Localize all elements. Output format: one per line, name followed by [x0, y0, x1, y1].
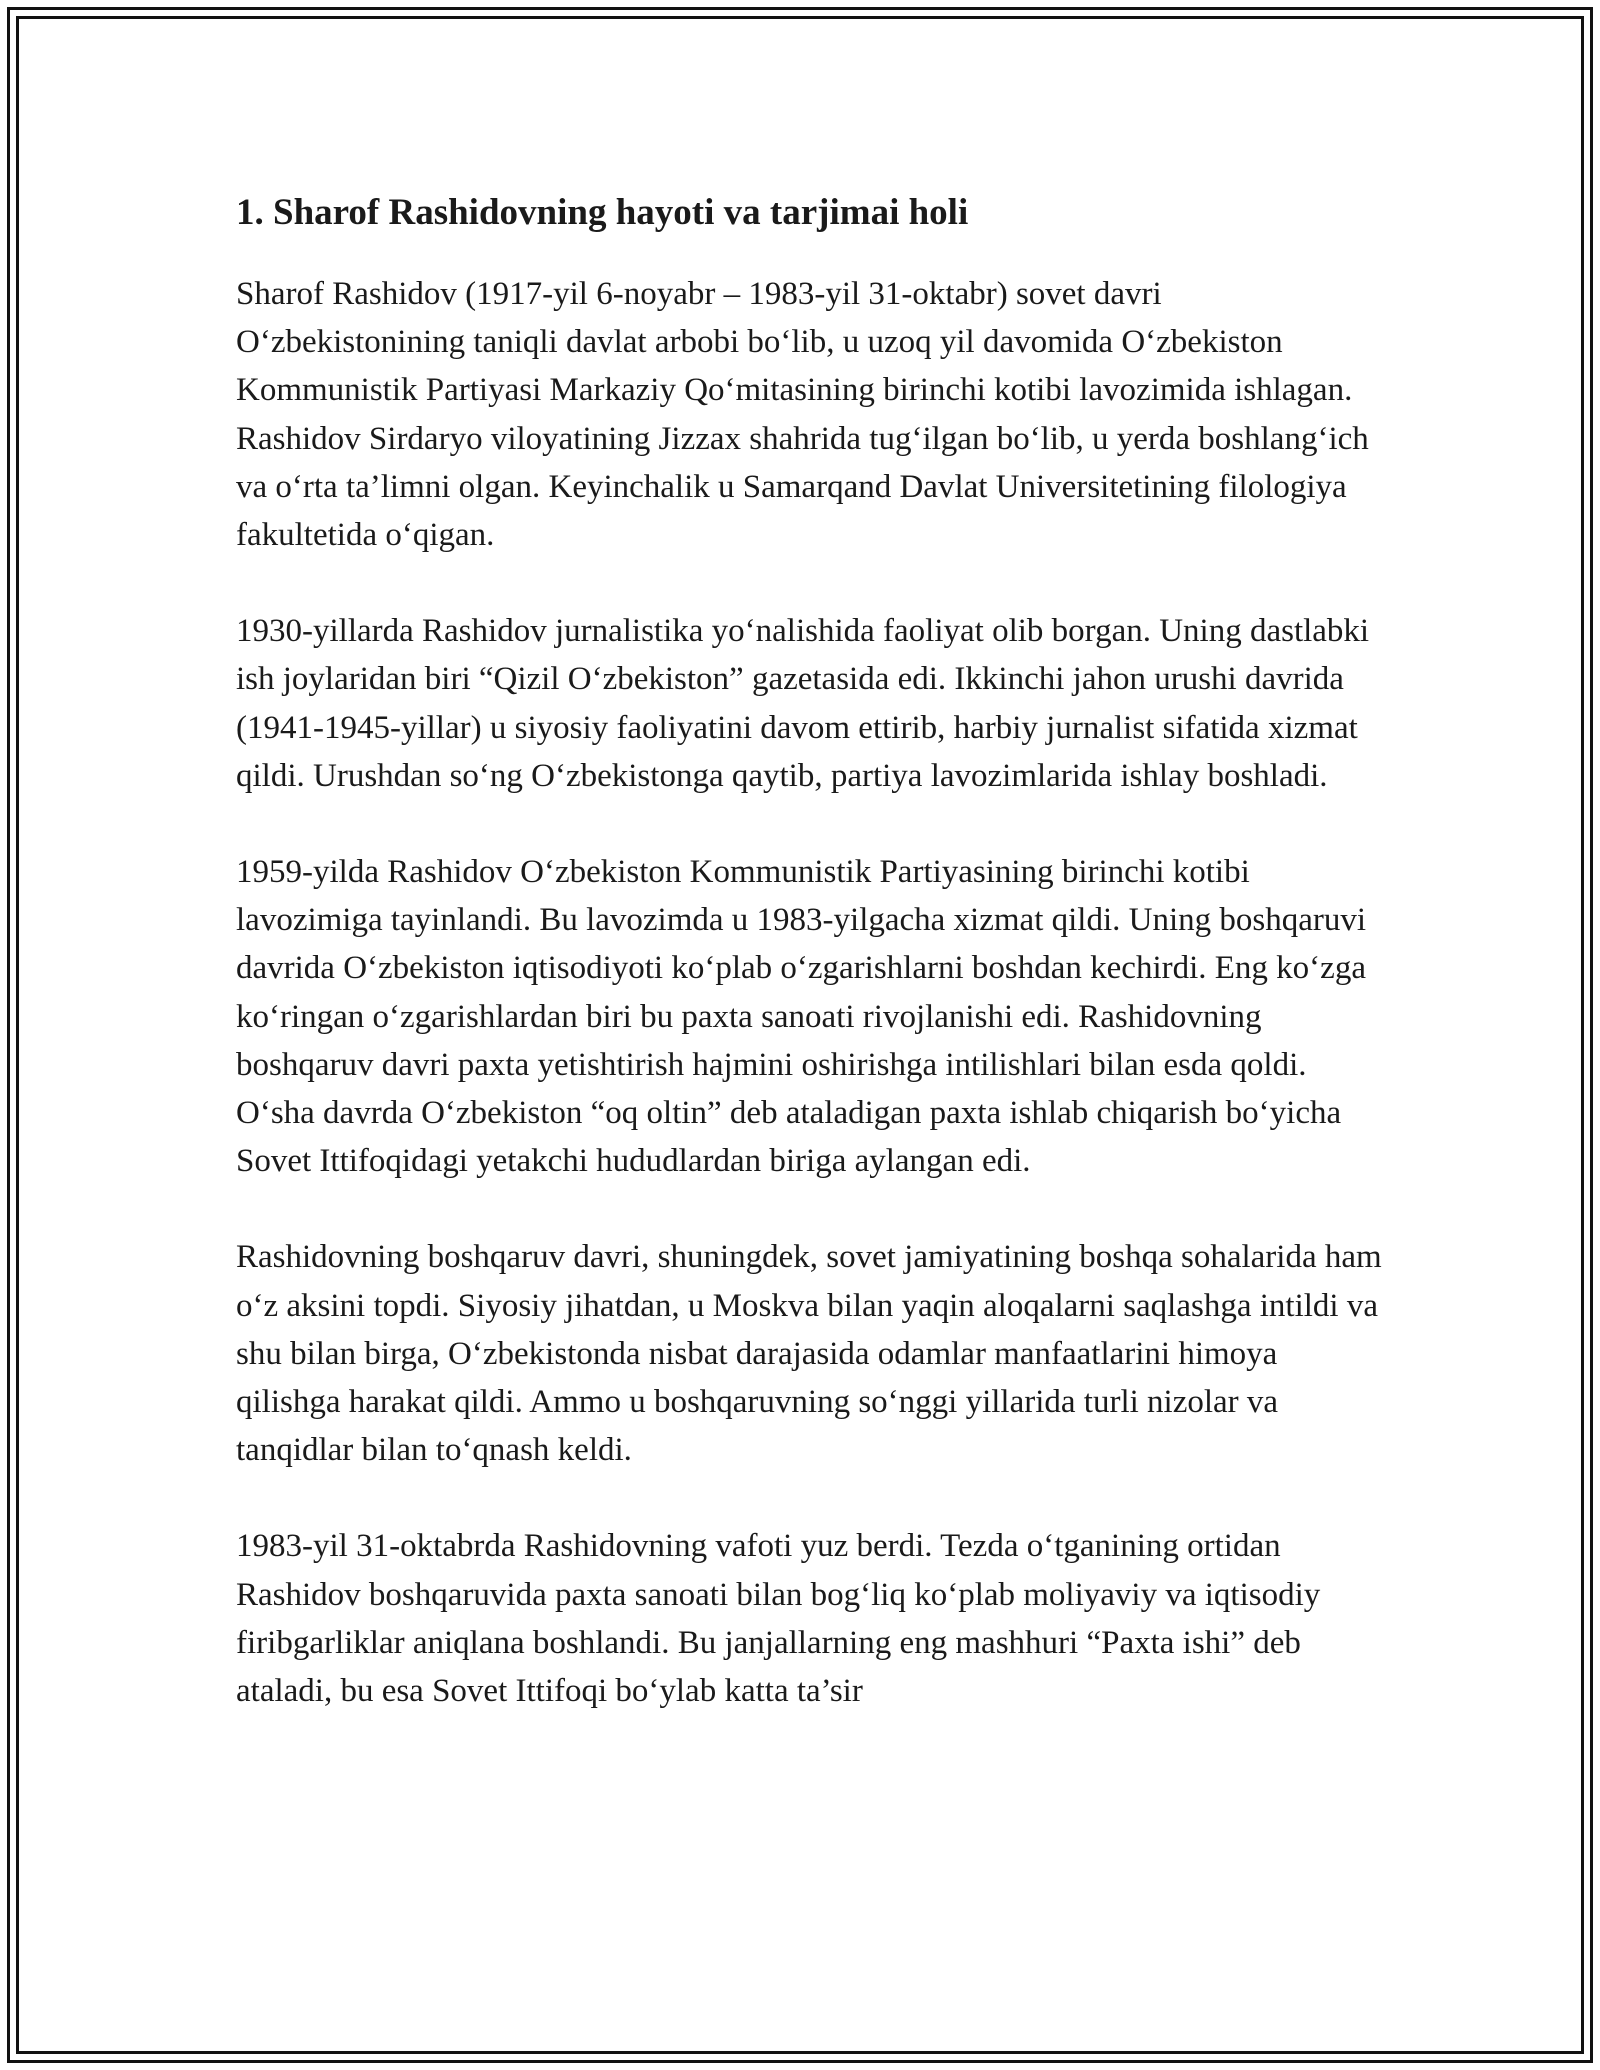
paragraph-early-life: Sharof Rashidov (1917-yil 6-noyabr – 1983-yil 31-oktabr) sovet davri O‘zbekistonining taniqli davlat arbobi bo‘lib, u uzoq yil davomida O‘zbekiston Kommunistik Partiyasi Markaziy Qo‘mitasining birinchi kotibi lavozimida ishlagan. Rashidov Sirdaryo viloyatining Jizzax shahrida tug‘ilgan bo‘lib, u yerda boshlang‘ich va o‘rta ta’limni olgan. Keyinchalik u Samarqand Davlat Universitetining filologiya fakultetida o‘qigan. [236, 276, 1369, 554]
document-body [236, 186, 1386, 1763]
paragraph-death: 1983-yil 31-oktabrda Rashidovning vafoti yuz berdi. Tezda o‘tganining ortidan Rashidov boshqaruvida paxta sanoati bilan bog‘liq ko‘plab moliyaviy va iqtisodiy firibgarliklar aniqlana boshlandi. Bu janjallarning eng mashhuri “Paxta ishi” deb ataladi, bu esa Sovet Ittifoqi bo‘ylab katta ta’sir [236, 1528, 1321, 1710]
paragraph-first-secretary: 1959-yilda Rashidov O‘zbekiston Kommunistik Partiyasining birinchi kotibi lavozimiga tayinlandi. Bu lavozimda u 1983-yilgacha xizmat qildi. Uning boshqaruvi davrida O‘zbekiston iqtisodiyoti ko‘plab o‘zgarishlarni boshdan kechirdi. Eng ko‘zga ko‘ringan o‘zgarishlardan biri bu paxta sanoati rivojlanishi edi. Rashidovning boshqaruv davri paxta yetishtirish hajmini oshirishga intilishlari bilan esda qoldi. O‘sha davrda O‘zbekiston “oq oltin” deb ataladigan paxta ishlab chiqarish bo‘yicha Sovet Ittifoqidagi yetakchi hududlardan biriga aylangan edi. [236, 854, 1367, 1180]
paragraph-journalism: 1930-yillarda Rashidov jurnalistika yo‘nalishida faoliyat olib borgan. Uning dastlabki ish joylaridan biri “Qizil O‘zbekiston” gazetasida edi. Ikkinchi jahon urushi davrida (1941-1945-yillar) u siyosiy faoliyatini davom ettirib, harbiy jurnalist sifatida xizmat qildi. Urushdan so‘ng O‘zbekistonga qaytib, partiya lavozimlarida ishlay boshladi. [236, 613, 1370, 794]
section-heading: 1. Sharof Rashidovning hayoti va tarjimai holi [236, 192, 969, 233]
paragraph-governance: Rashidovning boshqaruv davri, shuningdek, sovet jamiyatining boshqa sohalarida ham o‘z aksini topdi. Siyosiy jihatdan, u Moskva bilan yaqin aloqalarni saqlashga intildi va shu bilan birga, O‘zbekistonda nisbat darajasida odamlar manfaatlarini himoya qilishga harakat qildi. Ammo u boshqaruvning so‘nggi yillarida turli nizolar va tanqidlar bilan to‘qnash keldi. [236, 1239, 1382, 1469]
